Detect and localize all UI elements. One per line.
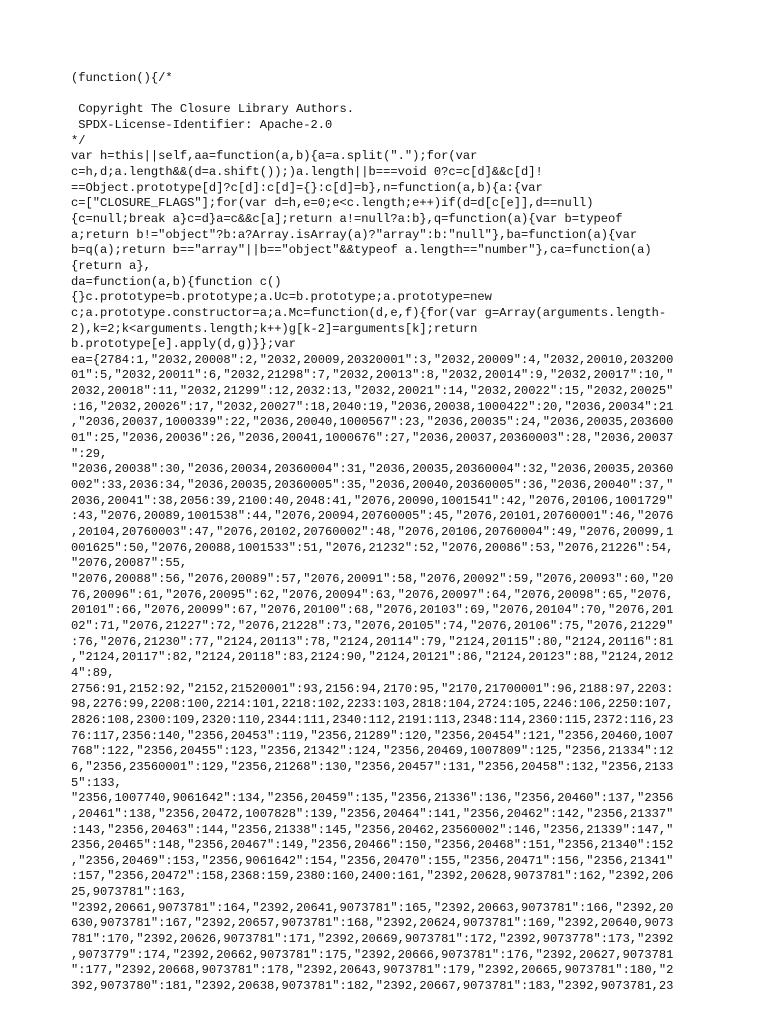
code-line: ,"2124,20117":82,"2124,20118":83,2124:90,"2124,20121":86,"2124,20123":88,"2124,2012 xyxy=(71,650,674,665)
code-line: "2036,20038":30,"2036,20034,20360004":31,"2036,20035,20360004":32,"2036,20035,20360 xyxy=(71,462,674,477)
code-line: SPDX-License-Identifier: Apache-2.0 xyxy=(71,117,333,132)
code-line: ":177,"2392,20668,9073781":178,"2392,20643,9073781":179,"2392,20665,9073781":180,"2 xyxy=(71,963,674,978)
code-line: "2076,20088":56,"2076,20089":57,"2076,20091":58,"2076,20092":59,"2076,20093":60,"20 xyxy=(71,572,674,586)
code-line: 392,9073780":181,"2392,20638,9073781":182,"2392,20667,9073781":183,"2392,9073781,23 xyxy=(71,979,674,994)
code-line: ,9073779":174,"2392,20662,9073781":175,"2392,20666,9073781":176,"2392,20627,9073781 xyxy=(71,947,674,962)
code-line: Copyright The Closure Library Authors. xyxy=(71,102,355,117)
code-line: ,"2036,20037,1000339":22,"2036,20040,1000567":23,"2036,20035":24,"2036,20035,203600 xyxy=(71,415,674,430)
code-line: {return a}, xyxy=(71,258,151,273)
code-line: 76:117,2356:140,"2356,20453":119,"2356,21289":120,"2356,20454":121,"2356,20460,1007 xyxy=(71,728,674,743)
code-line: ,"2356,20469":153,"2356,9061642":154,"2356,20470":155,"2356,20471":156,"2356,21341" xyxy=(71,853,674,868)
code-line: da=function(a,b){function c() xyxy=(71,274,282,289)
code-line: 2356,20465":148,"2356,20467":149,"2356,20466":150,"2356,20468":151,"2356,21340":152 xyxy=(71,838,674,853)
code-line: "2392,20661,9073781":164,"2392,20641,9073781":165,"2392,20663,9073781":166,"2392,20 xyxy=(71,900,674,915)
code-line: 2036,20041":38,2056:39,2100:40,2048:41,"2076,20090,1001541":42,"2076,20106,1001729" xyxy=(71,493,674,508)
code-line: 2032,20018":11,"2032,21299":12,2032:13,"2032,20021":14,"2032,20022":15,"2032,20025" xyxy=(71,384,674,399)
code-line: 002":33,2036:34,"2036,20035,20360005":35,"2036,20040,20360005":36,"2036,20040":37," xyxy=(71,478,674,493)
code-line: 2826:108,2300:109,2320:110,2344:111,2340:112,2191:113,2348:114,2360:115,2372:116,23 xyxy=(71,712,674,727)
code-line: 01":5,"2032,20011":6,"2032,21298":7,"2032,20013":8,"2032,20014":9,"2032,20017":10," xyxy=(71,368,674,383)
code-line: 2756:91,2152:92,"2152,21520001":93,2156:94,2170:95,"2170,21700001":96,2188:97,2203: xyxy=(71,681,674,696)
code-line: 2),k=2;k<arguments.length;k++)g[k-2]=arguments[k];return xyxy=(71,321,478,336)
code-line: (function(){/* xyxy=(71,71,173,85)
code-line: :157,"2356,20472":158,2368:159,2380:160,2400:161,"2392,20628,9073781":162,"2392,206 xyxy=(71,869,674,884)
code-line: c=["CLOSURE_FLAGS"];for(var d=h,e=0;e<c.length;e++)if(d=d[c[e]],d==null) xyxy=(71,196,594,211)
code-line: b.prototype[e].apply(d,g)}};var xyxy=(71,337,296,352)
code-line: "2356,1007740,9061642":134,"2356,20459":135,"2356,21336":136,"2356,20460":137,"2356 xyxy=(71,791,674,806)
code-line: 768":122,"2356,20455":123,"2356,21342":124,"2356,20469,1007809":125,"2356,21334":12 xyxy=(71,744,674,759)
code-line: 781":170,"2392,20626,9073781":171,"2392,20669,9073781":172,"2392,9073778":173,"2392 xyxy=(71,932,674,947)
code-line: 20101":66,"2076,20099":67,"2076,20100":68,"2076,20103":69,"2076,20104":70,"2076,201 xyxy=(71,603,674,618)
code-line: ,20461":138,"2356,20472,1007828":139,"2356,20464":141,"2356,20462":142,"2356,21337" xyxy=(71,806,674,821)
code-text-block xyxy=(71,71,701,995)
code-line: {c=null;break a}c=d}a=c&&c[a];return a!=null?a:b},q=function(a){var b=typeof xyxy=(71,211,623,226)
code-line: 4":89, xyxy=(71,665,115,680)
code-line: a;return b!="object"?b:a?Array.isArray(a)?"array":b:"null"},ba=function(a){var xyxy=(71,227,638,242)
code-line: 001625":50,"2076,20088,1001533":51,"2076,21232":52,"2076,20086":53,"2076,21226":54, xyxy=(71,540,674,555)
code-line: :16,"2032,20026":17,"2032,20027":18,2040:19,"2036,20038,1000422":20,"2036,20034":21 xyxy=(71,399,674,414)
code-line: 630,9073781":167,"2392,20657,9073781":168,"2392,20624,9073781":169,"2392,20640,9073 xyxy=(71,916,674,931)
code-line: :76,"2076,21230":77,"2124,20113":78,"2124,20114":79,"2124,20115":80,"2124,20116":81 xyxy=(71,634,674,649)
code-line: 01":25,"2036,20036":26,"2036,20041,1000676":27,"2036,20037,20360003":28,"2036,20037 xyxy=(71,431,674,446)
code-line: ,20104,20760003":47,"2076,20102,20760002":48,"2076,20106,20760004":49,"2076,20099,1 xyxy=(71,525,674,540)
code-line: ":29, xyxy=(71,446,108,461)
code-line: c;a.prototype.constructor=a;a.Mc=function(d,e,f){for(var g=Array(arguments.length- xyxy=(71,305,667,320)
code-line: 6,"2356,23560001":129,"2356,21268":130,"2356,20457":131,"2356,20458":132,"2356,2133 xyxy=(71,759,674,774)
code-line: "2076,20087":55, xyxy=(71,556,188,571)
code-line: 98,2276:99,2208:100,2214:101,2218:102,2233:103,2818:104,2724:105,2246:106,2250:107, xyxy=(71,697,674,712)
code-line: var h=this||self,aa=function(a,b){a=a.split(".");for(var xyxy=(71,149,478,164)
code-line: 25,9073781":163, xyxy=(71,885,188,900)
code-line: */ xyxy=(71,133,86,148)
code-line: ea={2784:1,"2032,20008":2,"2032,20009,20320001":3,"2032,20009":4,"2032,20010,203200 xyxy=(71,352,674,367)
code-line: 5":133, xyxy=(71,775,122,790)
code-line: ==Object.prototype[d]?c[d]:c[d]={}:c[d]=b},n=function(a,b){a:{var xyxy=(71,180,543,195)
code-line: :143,"2356,20463":144,"2356,21338":145,"2356,20462,23560002":146,"2356,21339":147," xyxy=(71,822,674,837)
code-line: c=h,d;a.length&&(d=a.shift());)a.length||b===void 0?c=c[d]&&c[d]! xyxy=(71,164,543,179)
code-line: {}c.prototype=b.prototype;a.Uc=b.prototype;a.prototype=new xyxy=(71,290,492,305)
code-line: :43,"2076,20089,1001538":44,"2076,20094,20760005":45,"2076,20101,20760001":46,"2076 xyxy=(71,509,674,524)
code-line: 02":71,"2076,21227":72,"2076,21228":73,"2076,20105":74,"2076,20106":75,"2076,21229" xyxy=(71,618,674,633)
code-line: 76,20096":61,"2076,20095":62,"2076,20094":63,"2076,20097":64,"2076,20098":65,"2076, xyxy=(71,587,674,602)
code-line xyxy=(71,87,701,103)
code-line: b=q(a);return b=="array"||b=="object"&&typeof a.length=="number"},ca=function(a) xyxy=(71,243,652,258)
